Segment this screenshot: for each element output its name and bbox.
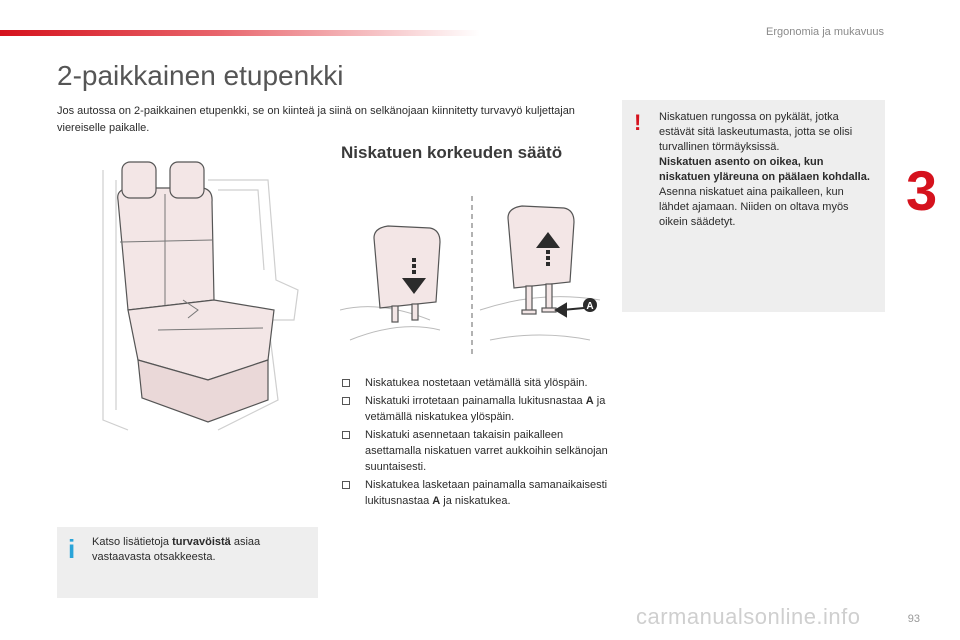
page-number: 93 <box>907 613 920 625</box>
step-bold-ref: A <box>432 495 441 507</box>
checkbox-bullet-icon <box>342 431 350 439</box>
warning-bold-paragraph: Niskatuen asento on oikea, kun niskatuen yläreuna on päälaen kohdalla. <box>659 156 870 183</box>
intro-paragraph: Jos autossa on 2-paikkainen etupenkki, se on kiinteä ja siinä on selkänojaan kiinnitetty turvavyö kuljettajan viereiselle paikalle. <box>57 105 575 134</box>
checkbox-bullet-icon <box>342 379 350 387</box>
warning-text <box>659 110 874 230</box>
watermark: carmanualsonline.info <box>636 604 861 629</box>
step-text: ja vetämällä niskatukea ylöspäin. <box>365 395 606 423</box>
step-item <box>340 375 610 391</box>
header-accent-bar <box>0 30 480 36</box>
chapter-number: 3 <box>906 159 938 222</box>
info-box <box>57 527 318 598</box>
info-text-part: asiaa vastaavasta otsakkeesta. <box>92 536 261 563</box>
step-text: Niskatukea lasketaan painamalla samanaikaisesti lukitusnastaa <box>365 479 608 507</box>
step-text: Niskatukea nostetaan vetämällä sitä ylöspäin. <box>365 377 588 389</box>
section-title: Ergonomia ja mukavuus <box>765 26 884 38</box>
callout-a-label: A <box>586 301 594 312</box>
info-text <box>92 535 307 565</box>
checkbox-bullet-icon <box>342 481 350 489</box>
step-item <box>340 393 610 425</box>
warning-box <box>622 100 885 312</box>
step-bold-ref: A <box>585 395 594 407</box>
step-item <box>340 477 610 509</box>
headrest-steps-list <box>340 375 610 511</box>
info-text-part: Katso lisätietoja <box>92 536 173 548</box>
bench-seat-illustration <box>98 160 320 438</box>
headrest-adjustment-heading: Niskatuen korkeuden säätö <box>341 143 563 162</box>
headrest-adjustment-illustration <box>340 190 610 360</box>
warning-paragraph: Niskatuen rungossa on pykälät, jotka estävät sitä laskeutumasta, jotta se olisi turvallinen törmäyksissä. <box>659 111 853 153</box>
warning-paragraph: Asenna niskatuet aina paikalleen, kun lähdet ajamaan. Niiden on oltava myös oikein säädetyt. <box>659 186 849 228</box>
info-icon: i <box>68 534 76 564</box>
page-title: 2-paikkainen etupenkki <box>57 60 344 91</box>
step-text: Niskatuki irrotetaan painamalla lukitusnastaa <box>365 395 586 407</box>
step-text: Niskatuki asennetaan takaisin paikalleen asettamalla niskatuen varret aukkoihin selkänojan suuntaisesti. <box>365 429 608 473</box>
checkbox-bullet-icon <box>342 397 350 405</box>
step-text: ja niskatukea. <box>440 495 511 507</box>
exclamation-icon: ! <box>634 110 642 135</box>
info-link-term: turvavöistä <box>172 536 231 548</box>
step-item <box>340 427 610 475</box>
